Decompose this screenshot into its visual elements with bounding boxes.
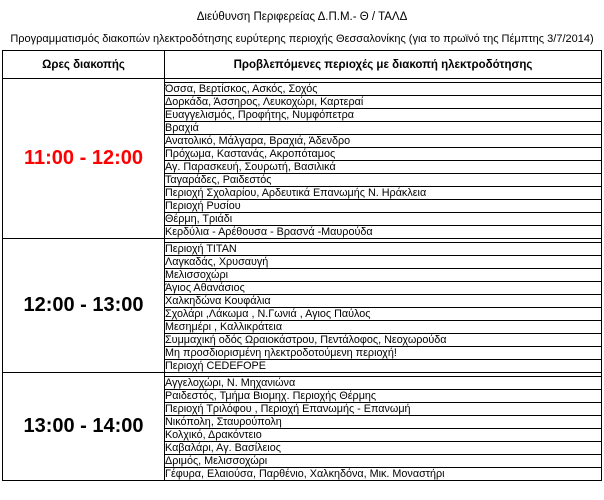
area-cell: Σχολάρι ,Λάκωμα , Ν.Γωνιά , Αγιος Παύλος	[165, 308, 602, 321]
area-cell: Ανατολικό, Μάλγαρα, Βραχιά, Άδενδρο	[165, 135, 602, 148]
area-cell: Κολχικό, Δρακόντειο	[165, 429, 602, 442]
area-cell: Αγγελοχώρι, Ν. Μηχανιώνα	[165, 377, 602, 390]
area-cell: Δορκάδα, Άσσηρος, Λευκοχώρι, Καρτεραί	[165, 96, 602, 109]
area-cell: Μεσημέρι , Καλλικράτεια	[165, 321, 602, 334]
area-cell: Κερδύλια - Αρέθουσα - Βρασνά -Μαυρούδα	[165, 226, 602, 239]
time-slot-label: 11:00 - 12:00	[3, 79, 165, 239]
area-cell: Μελισσοχώρι	[165, 269, 602, 282]
outage-schedule-table	[2, 50, 602, 481]
area-cell: Συμμαχική οδός Ωραιοκάστρου, Πεντάλοφος, Νεοχωρούδα	[165, 334, 602, 347]
column-header-areas: Προβλεπόμενες περιοχές με διακοπή ηλεκτροδότησης	[165, 51, 602, 79]
area-cell: Όσσα, Βερτίσκος, Ασκός, Σοχός	[165, 83, 602, 96]
area-cell: Δριμός, Μελισσοχώρι	[165, 455, 602, 468]
area-cell: Περιοχή Σχολαρίου, Αρδευτικά Επανωμής Ν. Ηράκλεια	[165, 187, 602, 200]
area-cell: Θέρμη, Τριάδι	[165, 213, 602, 226]
table-body	[3, 79, 602, 481]
area-cell: Μη προσδιορισμένη ηλεκτροδοτούμενη περιοχή!	[165, 347, 602, 360]
area-cell: Ταγαράδες, Ραιδεστός	[165, 174, 602, 187]
area-cell: Ραιδεστός, Τμήμα Βιομηχ. Περιοχής Θέρμης	[165, 390, 602, 403]
area-cell: Βραχιά	[165, 122, 602, 135]
area-cell: Περιοχή Ρυσίου	[165, 200, 602, 213]
table-header-row	[3, 51, 602, 79]
area-cell: Ευαγγελισμός, Προφήτης, Νυμφόπετρα	[165, 109, 602, 122]
column-header-time: Ωρες διακοπής	[3, 51, 165, 79]
area-cell: Χαλκηδώνα Κουφάλια	[165, 295, 602, 308]
header-schedule-title: Προγραμματισμός διακοπών ηλεκτροδότησης ευρύτερης περιοχής Θεσσαλονίκης (για το πρωϊνό της Πέμπτης 3/7/2014)	[10, 33, 594, 45]
area-cell: Νικόπολη, Σταυρούπολη	[165, 416, 602, 429]
area-cell: Περιοχή ΤΙΤΑΝ	[165, 243, 602, 256]
time-slot-label: 12:00 - 13:00	[3, 239, 165, 373]
area-cell: Αγ. Παρασκευή, Σουρωτή, Βασιλικά	[165, 161, 602, 174]
time-slot-label: 13:00 - 14:00	[3, 373, 165, 481]
area-cell: Περιοχή Τριλόφου , Περιοχή Επανωμής - Επανωμή	[165, 403, 602, 416]
area-cell: Περιοχή CEDEFOPE	[165, 360, 602, 373]
area-cell: Λαγκαδάς, Χρυσαυγή	[165, 256, 602, 269]
area-cell: Καβαλάρι, Αγ. Βασίλειος	[165, 442, 602, 455]
area-cell: Πρόχωμα, Καστανάς, Ακροπόταμος	[165, 148, 602, 161]
area-cell: Γέφυρα, Ελαιούσα, Παρθένιο, Χαλκηδόνα, Μικ. Μοναστήρι	[165, 468, 602, 481]
header-directorate: Διεύθυνση Περιφερείας Δ.Π.Μ.- Θ / ΤΑΛΔ	[196, 11, 408, 23]
area-cell: Άγιος Αθανάσιος	[165, 282, 602, 295]
